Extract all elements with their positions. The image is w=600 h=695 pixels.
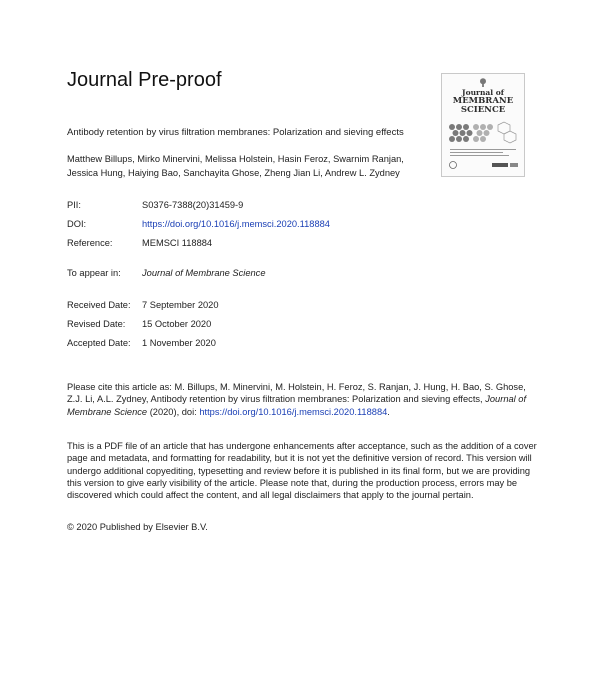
cover-journal-title: Journal of MEMBRANE SCIENCE — [452, 88, 514, 115]
publisher-logos-icon — [448, 160, 520, 170]
cover-text-lines — [450, 149, 516, 158]
pii-value: S0376-7388(20)31459-9 — [142, 200, 244, 210]
author-list — [67, 152, 439, 180]
accepted-date-label: Accepted Date: — [67, 338, 131, 348]
elsevier-tree-icon — [479, 78, 487, 87]
citation-paragraph: Please cite this article as: M. Billups, M. Minervini, M. Holstein, H. Feroz, S. Ranjan, J. Hung, H. Bao, S. Ghose, Z.J. Li, A.L. Zydney, Antibody retention by virus filtration membranes: Polarization and sieving effects, Journal of Membrane Science (2020), doi: https://doi.org/10.1016/j.memsci.2020.118884. — [67, 382, 527, 417]
pii-label: PII: — [67, 200, 81, 210]
revised-date-value: 15 October 2020 — [142, 319, 212, 329]
appear-in-journal: Journal of Membrane Science — [142, 268, 266, 278]
received-date-value: 7 September 2020 — [142, 300, 219, 310]
reference-value: MEMSCI 118884 — [142, 238, 213, 248]
journal-cover-image — [441, 73, 525, 177]
article-title: Antibody retention by virus filtration membranes: Polarization and sieving effects — [67, 127, 404, 138]
reference-label: Reference: — [67, 238, 113, 248]
authors-line: Jessica Hung, Haiying Bao, Sanchayita Ghose, Zheng Jian Li, Andrew L. Zydney — [67, 168, 400, 178]
revised-date-label: Revised Date: — [67, 319, 126, 329]
page-title: Journal Pre-proof — [67, 69, 222, 91]
accepted-date-value: 1 November 2020 — [142, 338, 216, 348]
hexagon-molecule-icon — [446, 119, 522, 147]
copyright-notice: © 2020 Published by Elsevier B.V. — [67, 522, 208, 532]
appear-in-label: To appear in: — [67, 268, 121, 278]
preproof-notice: This is a PDF file of an article that has undergone enhancements after acceptance, such as the addition of a cover page and metadata, and formatting for readability, but it is not yet the definitive version of record. This version will undergo additional copyediting, typesetting and review before it is published in its final form, but we are providing this version to give early visibility of the article. Please note that, during the production process, errors may be discovered which could affect the content, and all legal disclaimers that apply to the journal pertain. — [67, 441, 537, 501]
citation-journal: Journal of Membrane Science — [67, 394, 527, 417]
citation-doi-link[interactable]: https://doi.org/10.1016/j.memsci.2020.118884 — [199, 406, 388, 417]
authors-line: Matthew Billups, Mirko Minervini, Melissa Holstein, Hasin Feroz, Swarnim Ranjan, — [67, 154, 404, 164]
doi-link[interactable]: https://doi.org/10.1016/j.memsci.2020.118884 — [142, 219, 330, 229]
doi-label: DOI: — [67, 219, 87, 229]
received-date-label: Received Date: — [67, 300, 131, 310]
